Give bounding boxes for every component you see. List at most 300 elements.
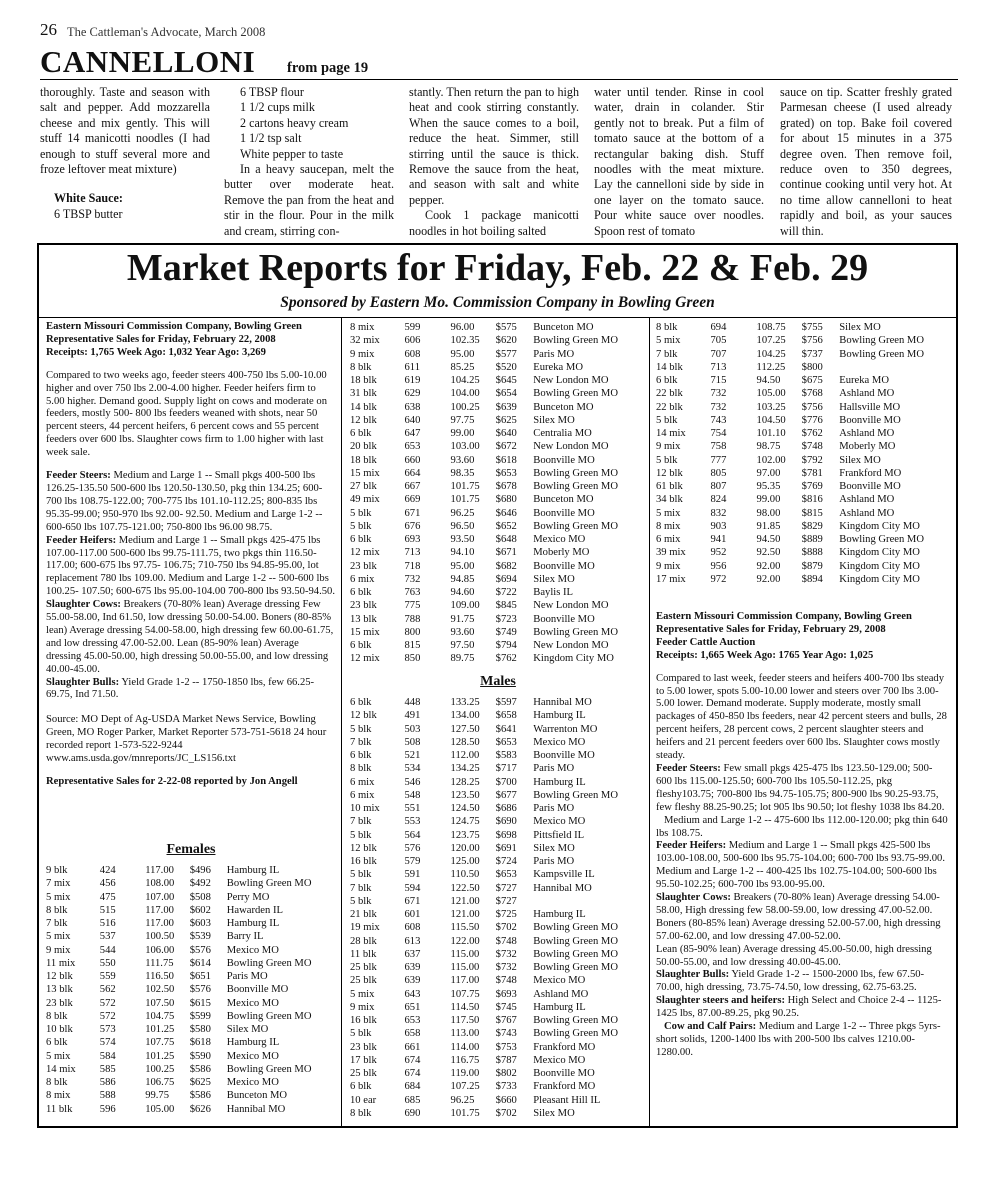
- price: 104.25: [756, 348, 786, 360]
- sale-row: [46, 891, 338, 904]
- value: $625: [189, 1077, 211, 1088]
- head-count: 6 mix: [350, 573, 375, 585]
- value: $653: [495, 869, 517, 881]
- white-sauce-heading: White Sauce:: [54, 191, 123, 206]
- report-receipts: Receipts: 1,765 Week Ago: 1,032 Year Ago: 3,269: [46, 346, 266, 358]
- head-count: 32 mix: [350, 335, 380, 347]
- sale-row: [46, 997, 338, 1010]
- page-number: 26: [40, 20, 57, 39]
- weight: 685: [404, 1094, 421, 1106]
- price: 103.00: [450, 441, 480, 453]
- head-count: 6 blk: [350, 697, 372, 708]
- value: $816: [801, 494, 823, 506]
- sale-row: [46, 930, 338, 943]
- head-count: 13 blk: [350, 613, 377, 625]
- location: Pittsfield IL: [533, 829, 585, 841]
- sale-row: [656, 467, 952, 480]
- price: 106.00: [145, 944, 175, 956]
- weight: 732: [710, 401, 727, 413]
- section-text: Breakers (70-80% lean) Average dressing Few 55.00-58.00, Ind 61.50, low dressing 50.00-54.00. Boners (80-85% lean) Average dressing 54.00-58.00, high dressing few 60.00-61.75, and low dressing 47.00-52.00. Lean (85-90% lean) Average dressing 45.00-50.00, high dressing 50.00-55.00, and low dressing 40.00-45.00.: [46, 599, 334, 675]
- location: Moberly MO: [839, 441, 896, 453]
- sale-row: [46, 970, 338, 983]
- price: 123.50: [450, 789, 480, 801]
- weight: 952: [710, 547, 727, 559]
- head-count: 12 blk: [350, 414, 377, 426]
- location: Eureka MO: [533, 361, 583, 373]
- location: Kingdom City MO: [839, 573, 920, 585]
- head-count: 12 blk: [46, 971, 73, 982]
- price: 111.75: [145, 957, 174, 969]
- head-count: 5 mix: [46, 1050, 71, 1062]
- sale-row: [656, 427, 952, 440]
- value: $829: [801, 520, 823, 532]
- males-heading: Males: [480, 674, 516, 689]
- report-feb29: [656, 611, 948, 1060]
- head-count: 19 mix: [350, 922, 380, 934]
- report-summary: Compared to two weeks ago, feeder steers 400-750 lbs 5.00-10.00 higher and over 750 lbs 2.00-4.00 higher. Feeder heifers firm to 5.00 higher. Demand good. Supply light on cows and moderate on feeders, mostly 500- 800 lbs feeders weaned with shots, near 50 percent steers, 44 percent heifers, 6 percent cows and 55 percent feeders over 600 lbs. Slaughter cows firm to 1.00 higher with last week sale.: [46, 369, 327, 459]
- location: Kingdom City MO: [839, 520, 920, 532]
- weight: 732: [710, 388, 727, 400]
- value: $792: [801, 454, 823, 466]
- sale-row: [350, 427, 646, 440]
- weight: 956: [710, 560, 727, 572]
- article-title: CANNELLONI: [40, 44, 256, 79]
- head-count: 25 blk: [350, 1068, 377, 1079]
- section-text: Medium and Large 1 -- Small pkgs 425-500 lbs 103.00-108.00, 500-600 lbs 95.75-104.00; 600-700 lbs 93.75-99.00.: [656, 840, 945, 865]
- sale-row: [350, 321, 646, 334]
- head-count: 23 blk: [350, 1041, 377, 1053]
- sale-row: [350, 882, 646, 895]
- weight: 754: [710, 428, 727, 439]
- price: 94.50: [756, 534, 781, 545]
- value: $651: [189, 971, 211, 982]
- head-count: 20 blk: [350, 441, 377, 453]
- value: $618: [189, 1037, 211, 1049]
- weight: 805: [710, 467, 727, 479]
- head-count: 6 blk: [350, 750, 372, 761]
- weight: 653: [404, 1015, 421, 1026]
- price: 92.50: [756, 547, 781, 559]
- price: 102.00: [756, 454, 786, 466]
- price: 92.00: [756, 560, 781, 572]
- head-count: 23 blk: [350, 560, 377, 572]
- recipe-column-2: [224, 85, 394, 239]
- weight: 850: [404, 653, 421, 665]
- value: $802: [495, 1068, 517, 1079]
- weight: 448: [404, 697, 421, 708]
- recipe-text: thoroughly. Taste and season with salt and pepper. Add mozzarella cheese and mix gently. This will stuff 14 manicotti noodles (I had enough to stuff several more and froze leftover meat mixture): [40, 85, 210, 177]
- section-label: Feeder Steers:: [656, 762, 721, 774]
- section-label: Slaughter Cows:: [656, 892, 731, 904]
- price: 93.50: [450, 534, 475, 545]
- sale-row: [656, 507, 952, 520]
- price: 115.00: [450, 962, 480, 973]
- value: $645: [495, 375, 517, 386]
- value: $577: [495, 348, 517, 360]
- location: Bowling Green MO: [839, 534, 924, 545]
- weight: 515: [99, 904, 116, 916]
- recipe-text: stantly. Then return the pan to high heat and cook stirring constantly. When the sauce comes to a boil, reduce the heat. Simmer, still stirring until the sauce is thick. Remove the sauce from the heat, and season with salt and white pepper.: [409, 85, 579, 207]
- head-count: 9 mix: [46, 944, 71, 956]
- location: Boonville MO: [533, 560, 595, 572]
- sale-row: [350, 586, 646, 599]
- location: Hamburg IL: [226, 918, 280, 929]
- weight: 669: [404, 494, 421, 506]
- price: 103.25: [756, 401, 786, 413]
- value: $680: [495, 494, 517, 506]
- females-table: [46, 864, 338, 1116]
- location: Silex MO: [533, 1107, 575, 1119]
- head-count: 15 mix: [350, 626, 380, 638]
- head-count: 5 mix: [350, 988, 375, 1000]
- section-label: Feeder Heifers:: [656, 840, 727, 852]
- location: Bowling Green MO: [839, 348, 924, 360]
- males-table: [350, 696, 646, 1120]
- head-count: 31 blk: [350, 388, 377, 400]
- value: $653: [495, 467, 517, 479]
- location: Mexico MO: [533, 816, 586, 828]
- location: Kingdom City MO: [839, 547, 920, 559]
- price: 93.60: [450, 626, 475, 638]
- weight: 629: [404, 388, 421, 400]
- sale-row: [656, 401, 952, 414]
- weight: 546: [404, 776, 421, 788]
- weight: 613: [404, 935, 421, 947]
- sale-row: [350, 974, 646, 987]
- weight: 707: [710, 348, 727, 360]
- weight: 743: [710, 414, 727, 426]
- location: Bowling Green MO: [533, 789, 618, 801]
- head-count: 10 ear: [350, 1094, 377, 1106]
- location: Hannibal MO: [533, 697, 592, 708]
- location: Bunceton MO: [533, 401, 594, 413]
- weight: 608: [404, 348, 421, 360]
- weight: 606: [404, 335, 421, 347]
- location: Bowling Green MO: [533, 962, 618, 973]
- weight: 475: [99, 891, 116, 903]
- ingredient: 6 TBSP flour: [240, 85, 304, 99]
- location: Bowling Green MO: [533, 948, 618, 960]
- sale-row: [350, 762, 646, 775]
- value: $682: [495, 560, 517, 572]
- sale-row: [350, 1014, 646, 1027]
- location: Paris MO: [533, 348, 575, 360]
- value: $618: [495, 454, 517, 466]
- weight: 491: [404, 710, 421, 722]
- location: Ashland MO: [839, 494, 895, 506]
- weight: 718: [404, 560, 421, 572]
- sale-row: [350, 723, 646, 736]
- weight: 715: [710, 375, 727, 386]
- location: Ashland MO: [839, 388, 895, 400]
- value: $776: [801, 414, 823, 426]
- price: 100.25: [450, 401, 480, 413]
- head-count: 12 blk: [656, 467, 683, 479]
- location: Bowling Green MO: [839, 335, 924, 347]
- location: Bowling Green MO: [533, 1015, 618, 1026]
- price: 109.00: [450, 600, 480, 612]
- sale-row: [350, 652, 646, 665]
- market-report-sponsor: Sponsored by Eastern Mo. Commission Company in Bowling Green: [280, 294, 715, 311]
- section-label: Slaughter steers and heifers:: [656, 995, 785, 1007]
- head-count: 14 mix: [46, 1063, 76, 1075]
- weight: 548: [404, 789, 421, 801]
- head-count: 16 blk: [350, 856, 377, 867]
- value: $743: [495, 1028, 517, 1040]
- head-count: 5 blk: [350, 1028, 372, 1040]
- section-label: Slaughter Bulls:: [46, 676, 120, 688]
- weight: 903: [710, 520, 727, 532]
- weight: 694: [710, 322, 727, 333]
- sale-row: [350, 1107, 646, 1120]
- price: 124.50: [450, 803, 480, 814]
- weight: 684: [404, 1081, 421, 1093]
- location: Silex MO: [839, 322, 881, 333]
- location: Bowling Green MO: [533, 935, 618, 947]
- value: $583: [495, 750, 517, 761]
- price: 100.50: [145, 931, 175, 943]
- head-count: 15 mix: [350, 467, 380, 479]
- sale-row: [350, 815, 646, 828]
- sale-row: [46, 904, 338, 917]
- head-count: 39 mix: [656, 547, 686, 559]
- sale-row: [46, 1089, 338, 1102]
- price: 107.25: [450, 1081, 480, 1093]
- location: Mexico MO: [226, 1050, 279, 1062]
- value: $648: [495, 534, 517, 545]
- price: 107.00: [145, 891, 175, 903]
- head-count: 8 blk: [46, 1010, 68, 1022]
- weight: 596: [99, 1103, 116, 1115]
- location: New London MO: [533, 640, 609, 651]
- weight: 551: [404, 803, 421, 814]
- value: $603: [189, 918, 211, 929]
- value: $756: [801, 335, 823, 347]
- price: 94.60: [450, 587, 475, 598]
- location: Hamburg IL: [226, 865, 280, 876]
- head-count: 7 blk: [656, 348, 678, 360]
- location: Ashland MO: [839, 507, 895, 519]
- price: 92.00: [756, 573, 781, 585]
- price: 104.75: [145, 1010, 175, 1022]
- value: $787: [495, 1054, 517, 1066]
- head-count: 10 mix: [350, 803, 380, 814]
- head-count: 11 blk: [350, 948, 377, 960]
- price: 117.00: [145, 865, 174, 876]
- sale-row: [350, 599, 646, 612]
- location: Bowling Green MO: [533, 1028, 618, 1040]
- sale-row: [46, 944, 338, 957]
- location: Hannibal MO: [226, 1103, 286, 1115]
- sale-row: [350, 961, 646, 974]
- head-count: 10 blk: [46, 1024, 73, 1035]
- location: Frankford MO: [533, 1041, 596, 1053]
- value: $671: [495, 547, 517, 559]
- value: $625: [495, 414, 517, 426]
- price: 98.35: [450, 467, 475, 479]
- price: 101.10: [756, 428, 786, 439]
- value: $602: [189, 904, 211, 916]
- value: $496: [189, 865, 211, 876]
- weight: 941: [710, 534, 727, 545]
- price: 113.00: [450, 1028, 480, 1040]
- location: Silex MO: [226, 1024, 269, 1035]
- sale-row: [656, 454, 952, 467]
- value: $723: [495, 613, 517, 625]
- value: $894: [801, 573, 823, 585]
- price: 117.00: [450, 975, 480, 987]
- section-text: Lean (85-90% lean) Average dressing 45.00-50.00, high dressing 50.00-55.00, and low dressing 40.00-45.00.: [656, 943, 932, 968]
- weight: 508: [404, 736, 421, 748]
- value: $686: [495, 803, 517, 814]
- section-text: Boners (80-85% lean) Average dressing 52.00-57.00, high dressing 57.00-62.00, and low dressing 47.00-52.00.: [656, 917, 941, 942]
- value: $653: [495, 736, 517, 748]
- head-count: 18 blk: [350, 454, 377, 466]
- weight: 537: [99, 931, 116, 943]
- section-label: Cow and Calf Pairs:: [664, 1021, 757, 1033]
- weight: 758: [710, 441, 727, 453]
- weight: 585: [99, 1063, 116, 1075]
- value: $597: [495, 697, 517, 708]
- value: $576: [189, 984, 211, 996]
- head-count: 5 mix: [46, 931, 71, 943]
- head-count: 5 mix: [656, 335, 681, 347]
- price: 119.00: [450, 1068, 480, 1079]
- price: 106.75: [145, 1077, 175, 1088]
- value: $889: [801, 534, 823, 545]
- head-count: 27 blk: [350, 481, 377, 492]
- head-count: 8 blk: [46, 904, 68, 916]
- sale-row: [656, 334, 952, 347]
- weight: 676: [404, 520, 421, 532]
- location: Boonville MO: [839, 481, 901, 492]
- sale-row: [350, 414, 646, 427]
- value: $694: [495, 573, 517, 585]
- head-count: 6 mix: [656, 534, 681, 545]
- weight: 564: [404, 829, 421, 841]
- head-count: 6 blk: [350, 534, 372, 545]
- location: Pleasant Hill IL: [533, 1094, 601, 1106]
- head-count: 49 mix: [350, 494, 380, 506]
- value: $675: [801, 375, 823, 386]
- price: 98.75: [756, 441, 781, 453]
- location: Hamburg IL: [533, 1001, 586, 1013]
- sale-row: [350, 855, 646, 868]
- price: 99.00: [756, 494, 781, 506]
- report-summary: Compared to last week, feeder steers and heifers 400-700 lbs steady to 5.00 lower, spots 5.00-10.00 lower and steers over 700 lbs 3.00-5.00 lower. Demand moderate. Supply moderate, mostly small packages of 450-850 lbs feeders, near 42 percent steers and bulls, 28 percent heifers, 28 percent cows, 2 percent slaughter steers and heifers and 21 percent feeders over 600 lbs. Slaughter cows mostly steady.: [656, 672, 947, 762]
- value: $654: [495, 388, 517, 400]
- head-count: 9 mix: [656, 441, 681, 453]
- location: Mexico MO: [226, 997, 279, 1009]
- price: 96.00: [450, 322, 475, 333]
- location: Bowling Green MO: [533, 467, 618, 479]
- head-count: 6 mix: [350, 789, 375, 801]
- price: 124.75: [450, 816, 480, 828]
- value: $745: [495, 1001, 517, 1013]
- weight: 660: [404, 454, 421, 466]
- price: 99.00: [450, 428, 475, 439]
- weight: 619: [404, 375, 421, 386]
- price: 122.50: [450, 882, 480, 894]
- sale-row: [656, 493, 952, 506]
- reported-by: Representative Sales for 2-22-08 reported by Jon Angell: [46, 776, 298, 787]
- head-count: 5 mix: [656, 507, 681, 519]
- section-text: Yield Grade 1-2 -- 1500-2000 lbs, few 67.50-70.00, high dressing, 73.75-74.50, low dressing, 62.75-63.25.: [656, 969, 925, 994]
- price: 116.50: [145, 971, 174, 982]
- head-count: 6 blk: [656, 375, 678, 386]
- weight: 807: [710, 481, 727, 492]
- value: $599: [189, 1010, 211, 1022]
- value: $762: [495, 653, 517, 665]
- value: $732: [495, 948, 517, 960]
- weight: 705: [710, 335, 727, 347]
- weight: 544: [99, 944, 116, 956]
- price: 94.85: [450, 573, 475, 585]
- head-count: 6 blk: [350, 428, 372, 439]
- location: Hamburg IL: [533, 909, 586, 920]
- price: 100.25: [145, 1063, 175, 1075]
- sale-row: [350, 626, 646, 639]
- weight: 658: [404, 1028, 421, 1040]
- head-count: 8 blk: [350, 1107, 372, 1119]
- section-text: Few small pkgs 425-475 lbs 123.50-129.00; 500-600 lbs 115.00-125.50; 600-700 lbs 105.50-112.25, pkg fleshy103.75; 700-800 lbs 94.75-105.75; 800-900 lbs 90.25-93.75, few fleshy 88.25-90.25; lot 905 lbs 90.50; lot fleshy 1038 lbs 84.20.: [656, 762, 945, 813]
- section-text: Breakers (70-80% lean) Average dressing 54.00-58.00, High dressing few 58.00-59.00, low dressing 47.00-52.00.: [656, 892, 940, 916]
- location: Ashland MO: [533, 988, 589, 1000]
- sale-row: [46, 1103, 338, 1116]
- recipe-column-4: [594, 85, 764, 239]
- head-count: 17 blk: [350, 1054, 377, 1066]
- sponsor-rule: [39, 317, 956, 318]
- value: $725: [495, 909, 517, 920]
- head-count: 12 mix: [350, 547, 380, 559]
- weight: 562: [99, 984, 116, 996]
- location: Bowling Green MO: [533, 626, 618, 638]
- weight: 824: [710, 494, 727, 506]
- head-count: 8 blk: [350, 763, 372, 775]
- section-label: Slaughter Bulls:: [656, 969, 730, 981]
- recipe-text: In a heavy saucepan, melt the butter over moderate heat. Remove the pan from the heat and stir in the flour. Pour in the milk and cream, stirring con-: [224, 162, 394, 238]
- value: $702: [495, 1107, 517, 1119]
- column-divider: [649, 318, 650, 1126]
- value: $672: [495, 441, 517, 453]
- sale-row: [46, 1036, 338, 1049]
- sale-row: [350, 639, 646, 652]
- location: Paris MO: [533, 763, 575, 775]
- location: Bowling Green MO: [533, 520, 618, 532]
- head-count: 9 mix: [350, 1001, 375, 1013]
- value: $691: [495, 842, 517, 854]
- sale-row: [350, 696, 646, 709]
- head-count: 6 blk: [350, 1081, 372, 1093]
- sale-row: [350, 988, 646, 1001]
- weight: 671: [404, 507, 421, 519]
- sale-row: [350, 1054, 646, 1067]
- sale-row: [350, 387, 646, 400]
- price: 115.00: [450, 948, 480, 960]
- head-count: 25 blk: [350, 975, 377, 987]
- location: Bowling Green MO: [533, 388, 618, 400]
- weight: 788: [404, 613, 421, 625]
- value: $539: [189, 931, 211, 943]
- column-divider: [341, 318, 342, 1126]
- price: 96.25: [450, 1094, 475, 1106]
- sale-row: [656, 546, 952, 559]
- head-count: 6 blk: [350, 640, 372, 651]
- price: 89.75: [450, 653, 475, 665]
- sale-row: [46, 1023, 338, 1036]
- location: Boonville MO: [533, 507, 595, 519]
- sale-row: [350, 935, 646, 948]
